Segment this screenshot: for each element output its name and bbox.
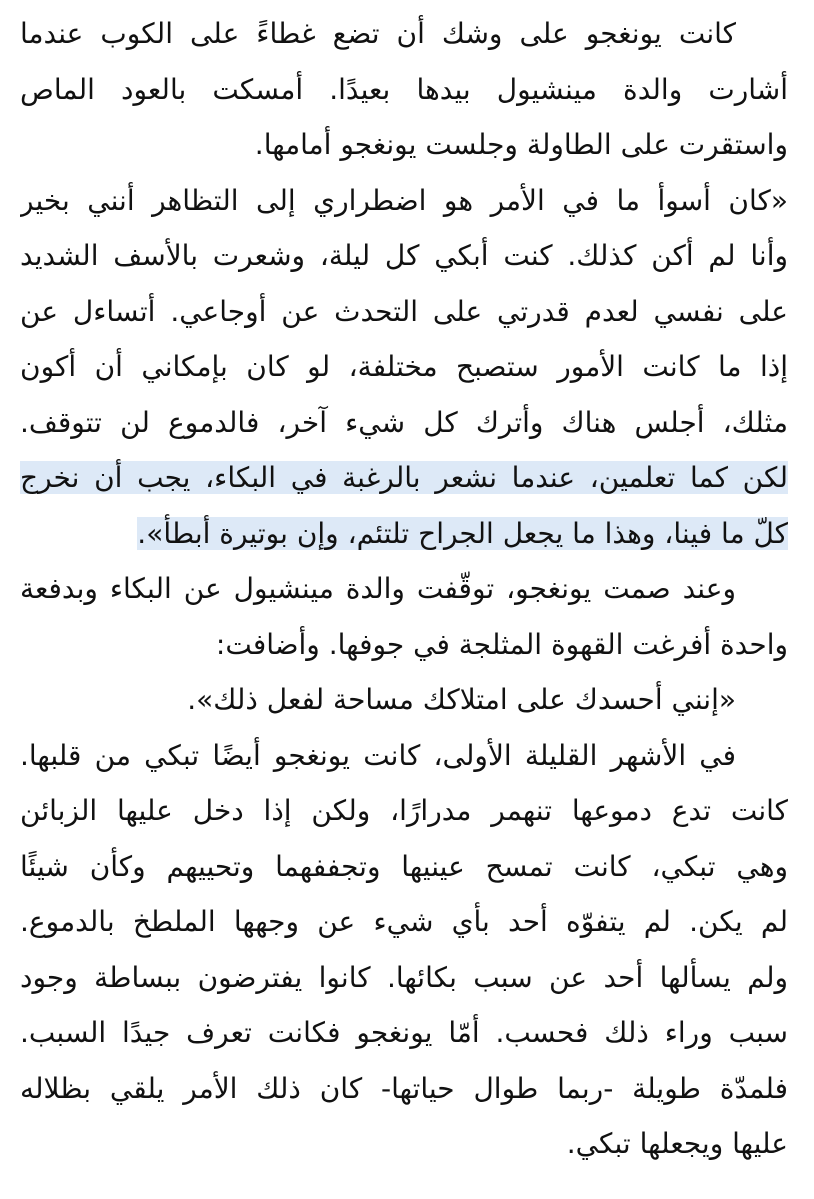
text-line: وهي تبكي، كانت تمسح عينيها وتجففهما وتحييهم وكأن شيئًا: [20, 849, 788, 883]
text-line: كانت يونغجو على وشك أن تضع غطاءً على الكوب عندما: [20, 17, 736, 50]
highlighted-text-line[interactable]: كلّ ما فينا، وهذا ما يجعل الجراح تلتئم، وإن بوتيرة أبطأ».: [137, 516, 788, 550]
text-line: واحدة أفرغت القهوة المثلجة في جوفها. وأضافت:: [215, 627, 788, 661]
text-line: كانت تدع دموعها تنهمر مدرارًا، ولكن إذا دخل عليها الزبائن: [20, 794, 788, 827]
text-line: أشارت والدة مينشيول بيدها بعيدًا. أمسكت بالعود الماص: [20, 72, 788, 106]
text-line: وأنا لم أكن كذلك. كنت أبكي كل ليلة، وشعرت بالأسف الشديد: [20, 239, 788, 272]
text-line: واستقرت على الطاولة وجلست يونغجو أمامها.: [254, 128, 788, 161]
text-line: «إنني أحسدك على امتلاكك مساحة لفعل ذلك».: [187, 683, 736, 716]
text-line: على نفسي لعدم قدرتي على التحدث عن أوجاعي. أتساءل عن: [20, 294, 788, 328]
highlighted-text-line[interactable]: لكن كما تعلمين، عندما نشعر بالرغبة في البكاء، يجب أن نخرج: [20, 461, 788, 494]
page-text: [20, 6, 788, 1172]
text-line: سبب وراء ذلك فحسب. أمّا يونغجو فكانت تعرف جيدًا السبب.: [20, 1016, 788, 1049]
text-line: في الأشهر القليلة الأولى، كانت يونغجو أيضًا تبكي من قلبها.: [20, 738, 736, 772]
text-line: عليها ويجعلها تبكي.: [566, 1127, 788, 1160]
text-line: ولم يسألها أحد عن سبب بكائها. كانوا يفترضون ببساطة وجود: [20, 960, 788, 994]
text-line: «كان أسوأ ما في الأمر هو اضطراري إلى التظاهر أنني بخير: [20, 183, 788, 217]
text-line: لم يكن. لم يتفوّه أحد بأي شيء عن وجهها الملطخ بالدموع.: [20, 905, 788, 938]
text-line: وعند صمت يونغجو، توقّفت والدة مينشيول عن البكاء وبدفعة: [20, 572, 736, 605]
text-line: مثلك، أجلس هناك وأترك كل شيء آخر، فالدموع لن تتوقف.: [20, 405, 788, 439]
text-line: إذا ما كانت الأمور ستصبح مختلفة، لو كان بإمكاني أن أكون: [20, 350, 788, 383]
text-line: فلمدّة طويلة -ربما طوال حياتها- كان ذلك الأمر يلقي بظلاله: [20, 1071, 788, 1105]
